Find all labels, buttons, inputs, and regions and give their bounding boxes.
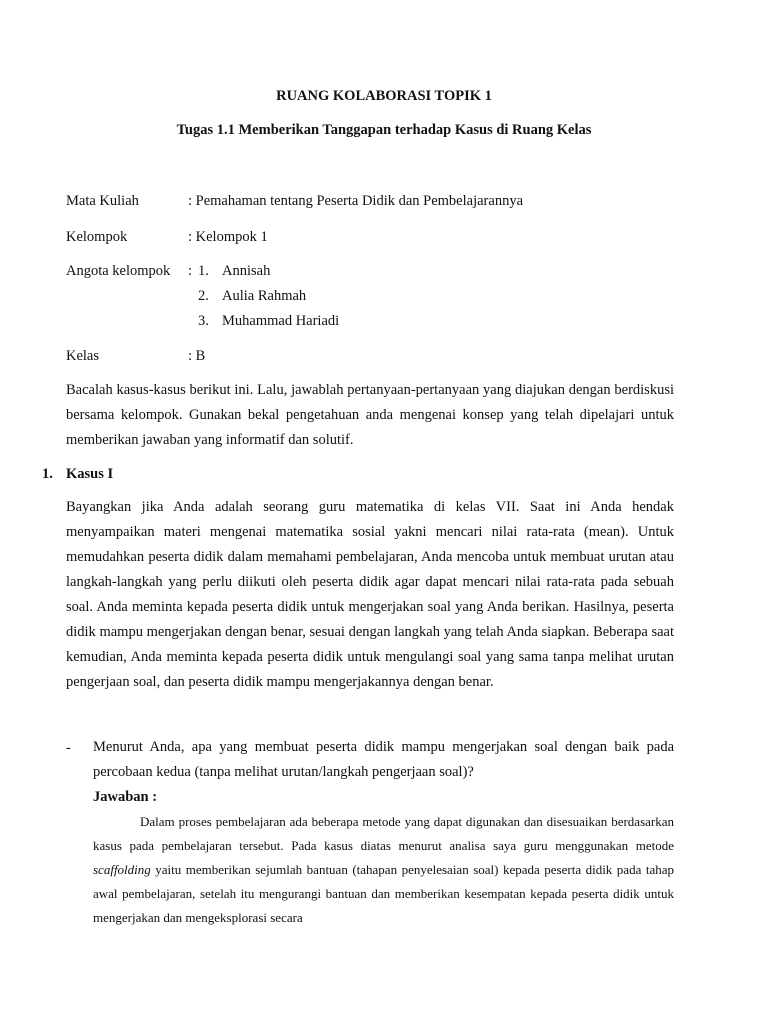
section-number: 1. [42, 466, 53, 482]
answer-text-part2: yaitu memberikan sejumlah bantuan (tahapan penyelesaian soal) kepada peserta didik pada tahap awal pembelajaran, setelah itu mengurangi bantuan dan memberikan kesempatan kepada peserta didik untuk mengerjakan dan mengeksplorasi secara [93, 862, 674, 925]
member-item [198, 313, 339, 330]
members-row [66, 263, 192, 280]
course-label: Mata Kuliah [66, 193, 139, 209]
member-item [198, 288, 306, 305]
member-name: Aulia Rahmah [222, 288, 307, 304]
intro-paragraph: Bacalah kasus-kasus berikut ini. Lalu, jawablah pertanyaan-pertanyaan yang diajukan dengan berdiskusi bersama kelompok. Gunakan bekal pengetahuan anda mengenai konsep yang telah dipelajari untuk memberikan jawaban yang informatif dan solutif. [66, 382, 674, 448]
class-value: : B [188, 348, 206, 364]
section-heading [42, 466, 113, 483]
member-number: 2. [198, 288, 209, 304]
members-prefix: : [188, 263, 193, 279]
group-row [66, 229, 268, 246]
member-name: Muhammad Hariadi [222, 313, 340, 329]
group-value: : Kelompok 1 [188, 229, 268, 245]
members-label: Angota kelompok [66, 263, 171, 279]
class-label: Kelas [66, 348, 100, 364]
answer-term: scaffolding [93, 862, 151, 877]
section-title: Kasus I [66, 466, 114, 482]
course-row [66, 193, 523, 210]
question-bullet: - [66, 740, 71, 756]
class-row [66, 348, 205, 365]
group-label: Kelompok [66, 229, 128, 245]
answer-label: Jawaban : [93, 789, 158, 805]
member-number: 1. [198, 263, 209, 279]
question-text: Menurut Anda, apa yang membuat peserta didik mampu mengerjakan soal dengan baik pada percobaan kedua (tanpa melihat urutan/langkah pengerjaan soal)? [93, 739, 674, 780]
document-title: RUANG KOLABORASI TOPIK 1 [276, 88, 492, 104]
member-number: 3. [198, 313, 209, 329]
course-value: : Pemahaman tentang Peserta Didik dan Pembelajarannya [188, 193, 524, 209]
member-item [198, 263, 270, 280]
answer-paragraph [93, 810, 674, 930]
case-paragraph: Bayangkan jika Anda adalah seorang guru matematika di kelas VII. Saat ini Anda hendak menyampaikan materi mengenai matematika sosial yakni mencari nilai rata-rata (mean). Untuk memudahkan peserta didik dalam memahami pembelajaran, Anda mencoba untuk membuat urutan atau langkah-langkah yang perlu diikuti oleh peserta didik agar dapat mencari nilai rata-rata pada sebuah soal. Anda meminta kepada peserta didik untuk mengerjakan soal yang Anda berikan. Hasilnya, peserta didik mampu mengerjakan dengan benar, sesuai dengan langkah yang telah Anda siapkan. Beberapa saat kemudian, Anda meminta kepada peserta didik untuk mengulangi soal yang sama tanpa melihat urutan pengerjaan soal, dan peserta didik mampu mengerjakannya dengan benar. [66, 499, 674, 690]
document-subtitle: Tugas 1.1 Memberikan Tanggapan terhadap Kasus di Ruang Kelas [176, 122, 592, 138]
answer-text-part1: Dalam proses pembelajaran ada beberapa metode yang dapat digunakan dan disesuaikan berdasarkan kasus pada pembelajaran tersebut. Pada kasus diatas menurut analisa saya guru menggunakan metode [93, 814, 674, 853]
member-name: Annisah [222, 263, 271, 279]
